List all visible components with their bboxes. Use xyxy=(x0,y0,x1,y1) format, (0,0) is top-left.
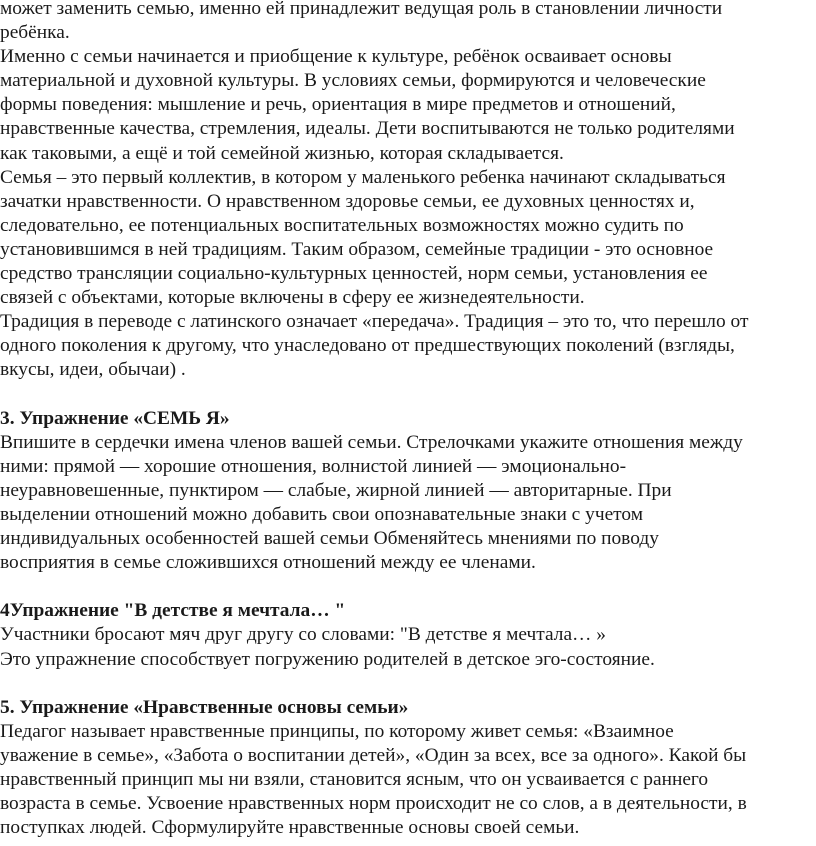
spacer xyxy=(0,383,816,407)
spacer xyxy=(0,672,816,696)
text-line: восприятия в семье сложившихся отношений между ее членами. xyxy=(0,552,536,574)
text-line: индивидуальных особенностей вашей семьи Обменяйтесь мнениями по поводу xyxy=(0,528,659,550)
text-line: выделении отношений можно добавить свои опознавательные знаки с учетом xyxy=(0,503,643,525)
text-line: Традиция в переводе с латинского означает «передача». Традиция – это то, что перешло от xyxy=(0,311,749,333)
text-line: Участники бросают мяч друг другу со словами: "В детстве я мечтала… » xyxy=(0,624,606,646)
text-line: как таковыми, а ещё и той семейной жизнью, которая складывается. xyxy=(0,142,564,164)
exercise-4-section xyxy=(0,599,816,671)
text-line: материальной и духовной культуры. В условиях семьи, формируются и человеческие xyxy=(0,70,706,92)
exercise-3-section xyxy=(0,407,816,576)
intro-section xyxy=(0,0,816,383)
text-line: Это упражнение способствует погружению родителей в детское эго-состояние. xyxy=(0,648,655,670)
text-line: установившимся в ней традициям. Таким образом, семейные традиции - это основное xyxy=(0,238,714,260)
text-line: ребёнка. xyxy=(0,22,70,44)
text-line: связей с объектами, которые включены в сферу ее жизнедеятельности. xyxy=(0,287,585,309)
text-line: формы поведения: мышление и речь, ориентация в мире предметов и отношений, xyxy=(0,94,676,116)
text-line: нравственный принцип мы ни взяли, становится ясным, что он усваивается с раннего xyxy=(0,769,709,790)
exercise-3-heading: 3. Упражнение «СЕМЬ Я» xyxy=(0,407,230,429)
text-line: может заменить семью, именно ей принадлежит ведущая роль в становлении личности xyxy=(0,0,723,19)
text-line: средство трансляции социально-культурных ценностей, норм семьи, установления ее xyxy=(0,263,708,285)
exercise-5-section xyxy=(0,696,816,841)
text-line: Впишите в сердечки имена членов вашей семьи. Стрелочками укажите отношения между xyxy=(0,431,743,453)
text-line: уважение в семье», «Забота о воспитании детей», «Один за всех, все за одного». Какой бы xyxy=(0,744,747,766)
text-line: вкусы, идеи, обычаи) . xyxy=(0,359,186,381)
text-line: зачатки нравственности. О нравственном здоровье семьи, ее духовных ценностях и, xyxy=(0,190,695,212)
text-line: следовательно, ее потенциальных воспитательных возможностях можно судить по xyxy=(0,214,684,236)
exercise-5-heading: 5. Упражнение «Нравственные основы семьи» xyxy=(0,696,409,718)
text-line: нравственные качества, стремления, идеалы. Дети воспитываются не только родителями xyxy=(0,118,735,140)
text-line: возраста в семье. Усвоение нравственных норм происходит не со слов, а в деятельности, в xyxy=(0,793,747,815)
text-line: ними: прямой — хорошие отношения, волнистой линией — эмоционально- xyxy=(0,455,627,477)
text-line: поступках людей. Сформулируйте нравственные основы своей семьи. xyxy=(0,817,580,839)
spacer xyxy=(0,575,816,599)
text-line: Педагог называет нравственные принципы, по которому живет семья: «Взаимное xyxy=(0,720,674,742)
text-line: Семья – это первый коллектив, в котором у маленького ребенка начинают складываться xyxy=(0,166,726,188)
text-line: одного поколения к другому, что унаследовано от предшествующих поколений (взгляды, xyxy=(0,335,735,357)
text-line: Именно с семьи начинается и приобщение к культуре, ребёнок осваивает основы xyxy=(0,46,672,68)
exercise-4-heading: 4Упражнение "В детстве я мечтала… " xyxy=(0,600,346,622)
text-line: неуравновешенные, пунктиром — слабые, жирной линией — авторитарные. При xyxy=(0,479,672,501)
